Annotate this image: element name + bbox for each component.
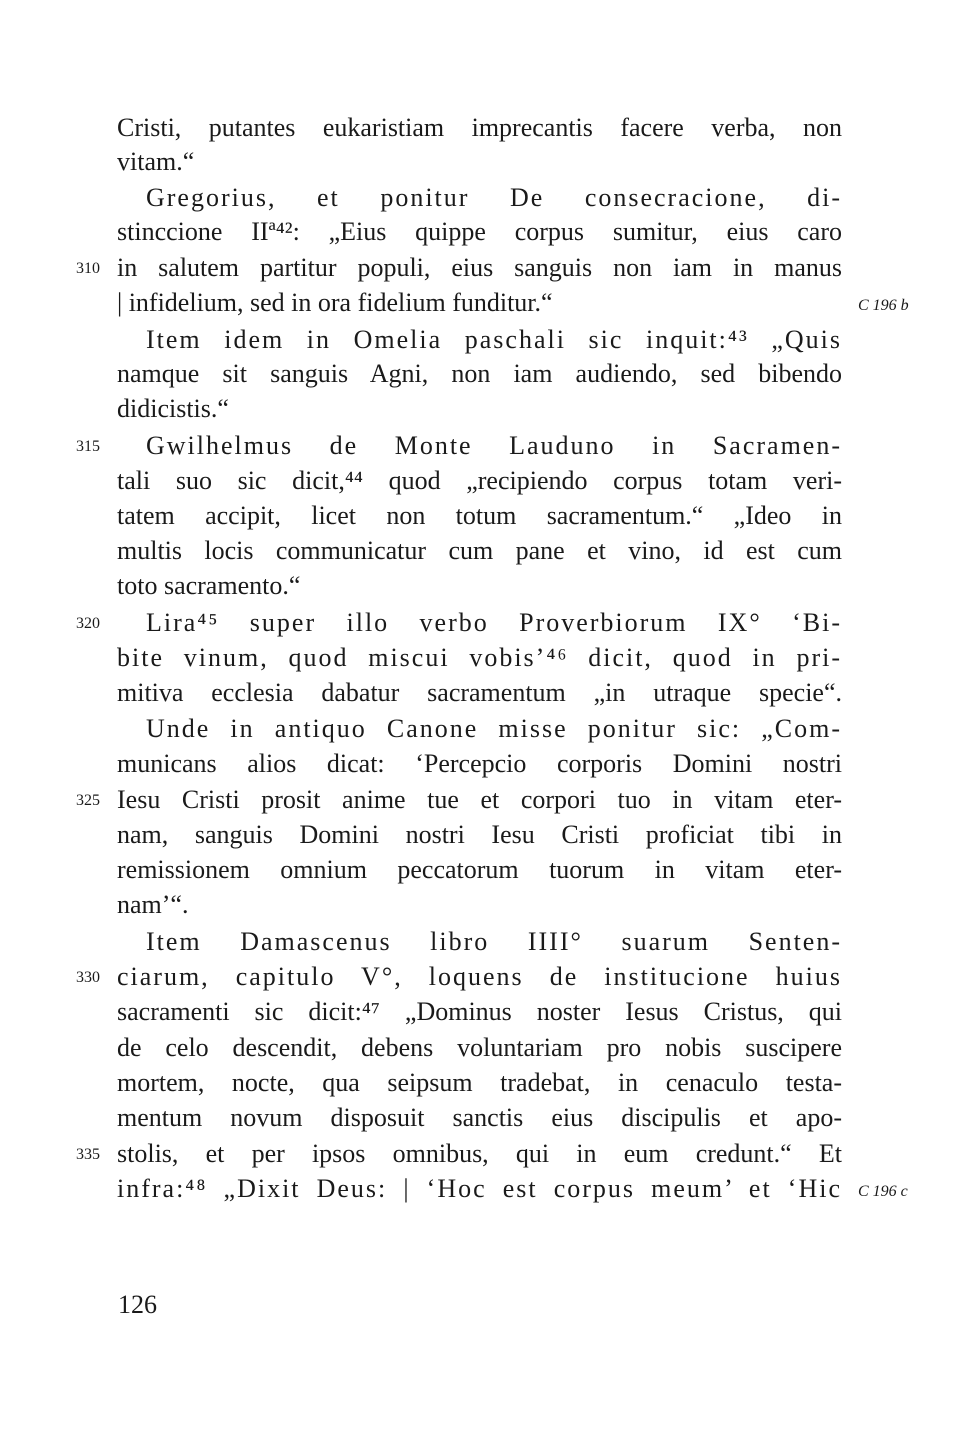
- line-number: 315: [76, 438, 100, 455]
- line-number: 320: [76, 615, 100, 632]
- text-line: toto sacramento.“: [117, 571, 301, 600]
- text-line: tatem accipit, licet non totum sacramentum.“ „Ideo in: [117, 501, 842, 530]
- line-number: 325: [76, 792, 100, 809]
- text-line: Lira⁴⁵ super illo verbo Proverbiorum IX° ‘Bi-: [146, 608, 842, 637]
- margin-reference: C 196 b: [858, 297, 909, 314]
- text-line: remissionem omnium peccatorum tuorum in vitam eter-: [117, 855, 842, 884]
- text-line: Item Damascenus libro IIII° suarum Senten-: [146, 927, 842, 956]
- text-line: tali suo sic dicit,⁴⁴ quod „recipiendo corpus totam veri-: [117, 466, 842, 495]
- text-line: Gregorius, et ponitur De consecracione, di-: [146, 183, 842, 212]
- text-line: nam’“.: [117, 890, 189, 919]
- text-line: Gwilhelmus de Monte Lauduno in Sacramen-: [146, 431, 842, 460]
- line-number: 335: [76, 1146, 100, 1163]
- page-number: 126: [118, 1290, 157, 1319]
- line-number: 330: [76, 969, 100, 986]
- text-line: nam, sanguis Domini nostri Iesu Cristi proficiat tibi in: [117, 820, 842, 849]
- text-line: sacramenti sic dicit:⁴⁷ „Dominus noster Iesus Cristus, qui: [117, 997, 842, 1026]
- text-line: Item idem in Omelia paschali sic inquit:⁴³ „Quis: [146, 325, 842, 354]
- text-line: ciarum, capitulo V°, loquens de institucione huius: [117, 962, 842, 991]
- text-line: mentum novum disposuit sanctis eius discipulis et apo-: [117, 1103, 842, 1132]
- text-line: Cristi, putantes eukaristiam imprecantis facere verba, non: [117, 113, 842, 142]
- line-number: 310: [76, 260, 100, 277]
- text-line: bite vinum, quod miscui vobis’⁴⁶ dicit, quod in pri-: [117, 643, 842, 672]
- text-line: de celo descendit, debens voluntariam pro nobis suscipere: [117, 1033, 842, 1062]
- text-line: in salutem partitur populi, eius sanguis non iam in manus: [117, 253, 842, 282]
- text-line: infra:⁴⁸ „Dixit Deus: | ‘Hoc est corpus meum’ et ‘Hic: [117, 1174, 842, 1203]
- text-line: mitiva ecclesia dabatur sacramentum „in utraque specie“.: [117, 678, 842, 707]
- text-line: mortem, nocte, qua seipsum tradebat, in cenaculo testa-: [117, 1068, 842, 1097]
- text-line: didicistis.“: [117, 394, 229, 423]
- margin-reference: C 196 c: [858, 1183, 908, 1200]
- text-line: namque sit sanguis Agni, non iam audiendo, sed bibendo: [117, 359, 842, 388]
- text-line: municans alios dicat: ‘Percepcio corporis Domini nostri: [117, 749, 842, 778]
- text-line: | infidelium, sed in ora fidelium funditur.“: [117, 288, 553, 317]
- text-line: stinccione IIª⁴²: „Eius quippe corpus sumitur, eius caro: [117, 217, 842, 246]
- text-line: stolis, et per ipsos omnibus, qui in eum credunt.“ Et: [117, 1139, 842, 1168]
- text-line: Unde in antiquo Canone misse ponitur sic: „Com-: [146, 714, 842, 743]
- text-line: multis locis communicatur cum pane et vino, id est cum: [117, 536, 842, 565]
- text-line: Iesu Cristi prosit anime tue et corpori tuo in vitam eter-: [117, 785, 842, 814]
- text-line: vitam.“: [117, 147, 195, 176]
